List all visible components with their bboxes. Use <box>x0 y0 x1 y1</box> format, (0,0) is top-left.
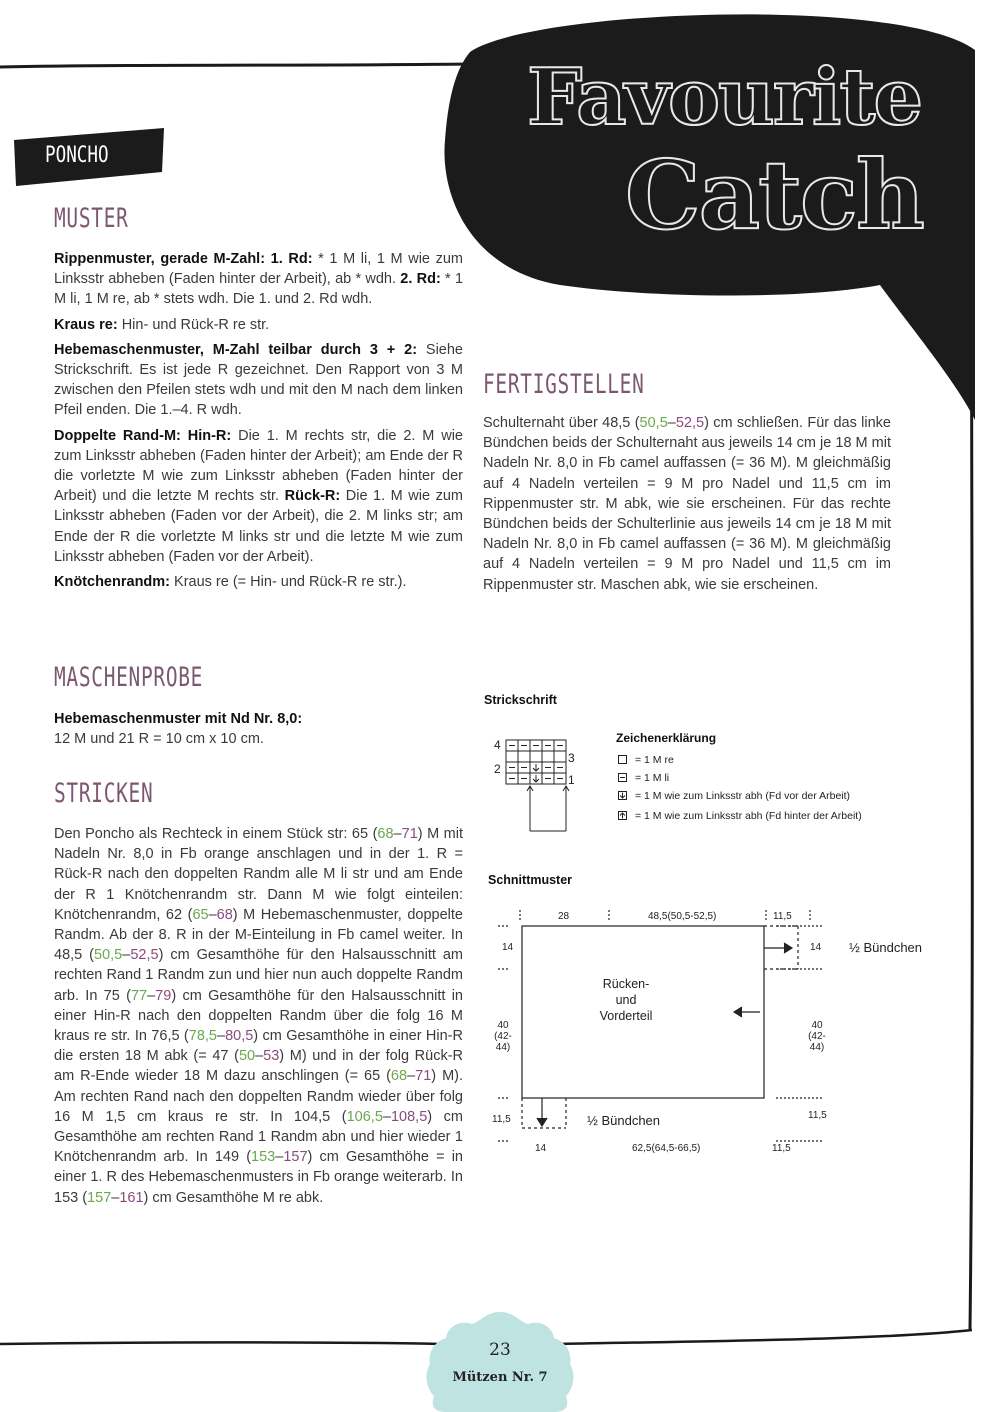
page-number: 23 <box>489 1340 511 1360</box>
stricken-text: Den Poncho als Rechteck in einem Stück str: 65 (68–71) M mit Nadeln Nr. 8,0 in Fb orange anschlagen und in der 1. R = Rück-R nach den doppelten Randm alle M li str und am Ende der R 1 Knötchenrandm str. Dann M wie folgt einteilen: Knötchenrandm, 62 (65–68) M Hebemaschenmuster, doppelte Randm. Ab der 8. R in der M-Einteilung in Fb camel weiter. In 48,5 (50,5–52,5) cm Gesamthöhe für den Halsausschnitt am rechten Rand 1 Randm zun und hier nun auch doppelte Randm arb. In 75 (77–79) cm Gesamthöhe für den Halsausschnitt in einer Hin-R nach den doppelten Randm über die folg 16 M kraus re str. In 76,5 (78,5–80,5) cm Gesamthöhe in einer Hin-R die ersten 18 M abk (= 47 (50–53) M) und in der folg Rück-R am R-Ende wieder 18 M dazu anschlingen (= 65 (68–71) M). Am rechten Rand nach den doppelten Randm wieder über folg 16 M 1,5 cm kraus re str. In 104,5 (106,5–108,5) cm Gesamthöhe am rechten Rand 1 Randm abn und hier wieder 1 Knötchenrandm arb. In 149 (153–157) cm Gesamthöhe = in einer 1. R des Hebemaschenmusters in Fb orange weiterarb. In 153 (157–161) cm Gesamthöhe M re abk. <box>54 826 464 1206</box>
row-label-3: 3 <box>568 751 575 765</box>
label-buendchen-right: ½ Bündchen <box>849 940 923 955</box>
schematic-diagram <box>480 900 840 1170</box>
empty-square-icon <box>618 755 627 764</box>
paragraph-knoetchen: Knötchenrandm: Kraus re (= Hin- und Rück-R re str.). <box>54 574 407 591</box>
heading-stricken: STRICKEN <box>54 778 154 809</box>
dim-right-14: 14 <box>810 942 822 953</box>
slip-front-icon <box>618 791 627 800</box>
dim-bottom-right: 11,5 <box>772 1143 791 1154</box>
fertigstellen-text: Schulternaht über 48,5 (50,5–52,5) cm schließen. Für das linke Bündchen beids der Schulternaht aus jeweils 14 cm je 18 M mit Nadeln Nr. 8,0 in Fb camel auffassen (= 36 M). M gleichmäßig auf 4 Nadeln verteilen = 9 M pro Nadel und 11,5 cm im Rippenmuster str. M abk, wie sie erscheinen. Für das rechte Bündchen beids der Schulterlinie aus jeweils 14 cm je 18 M mit Nadeln Nr. 8,0 in Fb camel auffassen (= 36 M). M gleichmäßig auf 4 Nadeln verteilen = 9 M pro Nadel und 11,5 cm im Rippenmuster str. Maschen abk, wie sie erscheinen. <box>483 415 891 593</box>
dim-bottom-left: 14 <box>535 1143 547 1154</box>
legend-item: = 1 M li <box>618 772 669 784</box>
muster-text <box>54 249 463 597</box>
dash-square-icon <box>618 773 627 782</box>
heading-muster: MUSTER <box>54 203 129 234</box>
paragraph-randm: Doppelte Rand-M: Hin-R: Die 1. M rechts str, die 2. M wie zum Linksstr abheben (Faden hinter der Arbeit); am Ende der R die vorletzte M wie zum Linksstr abheben (Faden hinter der Arbeit) und die letzte M rechts str. Rück-R: Die 1. M wie zum Linksstr abheben (Faden vor der Arbeit), die 2. M links str; am Ende der R die vorletzte M links str und die letzte M wie zum Linksstr abheben (Faden vor der Arbeit). <box>54 427 463 565</box>
dim-left-40: 40 (42- 44) <box>494 1020 512 1053</box>
dim-right-11-5: 11,5 <box>808 1110 827 1121</box>
slip-back-icon <box>618 811 627 820</box>
row-label-2: 2 <box>494 762 501 776</box>
legend-item: = 1 M re <box>618 754 674 766</box>
legend-heading: Zeichenerklärung <box>616 731 717 745</box>
maschenprobe-text: Hebemaschenmuster mit Nd Nr. 8,0: 12 M und 21 R = 10 cm x 10 cm. <box>54 711 303 748</box>
row-label-4: 4 <box>494 738 501 752</box>
legend-item: = 1 M wie zum Linksstr abh (Fd hinter der Arbeit) <box>618 810 862 822</box>
legend-item: = 1 M wie zum Linksstr abh (Fd vor der Arbeit) <box>618 790 850 802</box>
dim-top-right: 11,5 <box>773 911 792 922</box>
dim-left-11-5: 11,5 <box>492 1114 511 1125</box>
title-line-1: Favourite <box>527 52 922 143</box>
label-buendchen-bottom: ½ Bündchen <box>587 1113 661 1128</box>
dim-top-mid: 48,5(50,5-52,5) <box>648 911 717 922</box>
chart-heading: Strickschrift <box>484 693 557 707</box>
dim-top-left: 28 <box>558 911 570 922</box>
dim-bottom-mid: 62,5(64,5-66,5) <box>632 1143 701 1154</box>
label-center: Rücken- und Vorderteil <box>599 977 653 1023</box>
paragraph-hebemaschen: Hebemaschenmuster, M-Zahl teilbar durch 3 + 2: Siehe Strickschrift. Es ist jede R gezeichnet. Den Rapport von 3 M zwischen den Pfeilen stets wdh und mit den M nach dem linken Pfeil enden. Die 1.–4. R wdh. <box>54 341 463 419</box>
tag-label: PONCHO <box>45 143 109 168</box>
page-badge <box>424 1310 576 1412</box>
dim-left-14: 14 <box>502 942 514 953</box>
paragraph-rippenmuster: Rippenmuster, gerade M-Zahl: 1. Rd: * 1 M li, 1 M wie zum Linksstr abheben (Faden hinter der Arbeit), ab * wdh. 2. Rd: * 1 M li, 1 M re, ab * stets wdh. Die 1. und 2. Rd wdh. <box>54 251 464 308</box>
title-line-2: Catch <box>625 140 923 251</box>
dim-right-40: 40 (42- 44) <box>808 1020 826 1053</box>
heading-maschenprobe: MASCHENPROBE <box>54 662 204 693</box>
row-label-1: 1 <box>568 773 575 787</box>
schematic-heading: Schnittmuster <box>488 873 573 887</box>
magazine-name: Mützen Nr. 7 <box>452 1370 548 1385</box>
paragraph-kraus: Kraus re: Hin- und Rück-R re str. <box>54 316 270 333</box>
heading-fertigstellen: FERTIGSTELLEN <box>483 369 645 400</box>
